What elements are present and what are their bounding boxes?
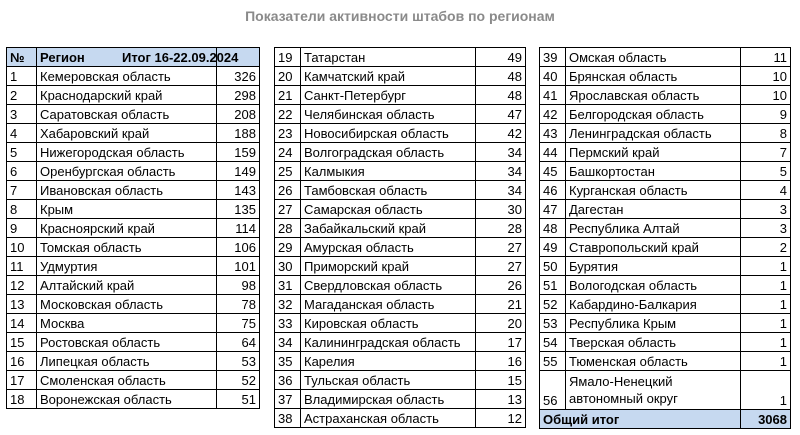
row-value: 1 [741, 314, 791, 333]
row-value: 1 [741, 276, 791, 295]
table-row [275, 352, 526, 371]
table-row [7, 162, 260, 181]
row-region: Калмыкия [301, 162, 476, 181]
row-region: Вологодская область [566, 276, 741, 295]
row-value: 64 [217, 333, 260, 352]
row-value: 1 [741, 371, 791, 410]
row-region: Тверская область [566, 333, 741, 352]
table-row [275, 86, 526, 105]
table-row [540, 257, 791, 276]
row-region: Свердловская область [301, 276, 476, 295]
row-value: 49 [476, 48, 526, 67]
row-region: Челябинская область [301, 105, 476, 124]
table-row [7, 333, 260, 352]
row-number: 38 [275, 409, 301, 428]
row-value: 53 [217, 352, 260, 371]
header-region-label: Регион [40, 49, 85, 65]
row-value: 159 [217, 143, 260, 162]
row-region: Бурятия [566, 257, 741, 276]
row-value: 1 [741, 295, 791, 314]
row-value: 16 [476, 352, 526, 371]
row-number: 21 [275, 86, 301, 105]
total-row [540, 410, 791, 429]
row-number: 26 [275, 181, 301, 200]
row-value: 1 [741, 333, 791, 352]
table-row [275, 67, 526, 86]
table-row [275, 238, 526, 257]
row-value: 42 [476, 124, 526, 143]
row-value: 13 [476, 390, 526, 409]
row-number: 9 [7, 219, 37, 238]
row-number: 6 [7, 162, 37, 181]
row-value: 27 [476, 238, 526, 257]
row-number: 11 [7, 257, 37, 276]
row-region: Приморский край [301, 257, 476, 276]
table-row [540, 276, 791, 295]
row-number: 20 [275, 67, 301, 86]
row-region: Дагестан [566, 200, 741, 219]
row-region: Самарская область [301, 200, 476, 219]
row-number: 36 [275, 371, 301, 390]
row-value: 75 [217, 314, 260, 333]
row-number: 43 [540, 124, 566, 143]
row-region: Амурская область [301, 238, 476, 257]
table-row [540, 143, 791, 162]
table-row [540, 352, 791, 371]
row-number: 40 [540, 67, 566, 86]
row-region: Московская область [37, 295, 217, 314]
table-row [7, 181, 260, 200]
table-row [7, 371, 260, 390]
table-row [540, 200, 791, 219]
row-value: 5 [741, 162, 791, 181]
row-value: 78 [217, 295, 260, 314]
table-row [540, 333, 791, 352]
row-value: 188 [217, 124, 260, 143]
row-number: 47 [540, 200, 566, 219]
row-number: 4 [7, 124, 37, 143]
table-row [540, 86, 791, 105]
table-row [275, 181, 526, 200]
table-row [275, 409, 526, 428]
row-number: 29 [275, 238, 301, 257]
row-number: 55 [540, 352, 566, 371]
row-number: 22 [275, 105, 301, 124]
row-number: 24 [275, 143, 301, 162]
row-number: 42 [540, 105, 566, 124]
row-value: 48 [476, 86, 526, 105]
row-number: 1 [7, 67, 37, 86]
row-number: 53 [540, 314, 566, 333]
row-number: 3 [7, 105, 37, 124]
row-region: Пермский край [566, 143, 741, 162]
row-value: 10 [741, 86, 791, 105]
row-region: Удмуртия [37, 257, 217, 276]
table-row [275, 295, 526, 314]
row-number: 12 [7, 276, 37, 295]
table-row [275, 162, 526, 181]
table-row [7, 257, 260, 276]
row-region: Ивановская область [37, 181, 217, 200]
row-region: Кемеровская область [37, 67, 217, 86]
table-row [7, 105, 260, 124]
row-region: Тульская область [301, 371, 476, 390]
row-region: Алтайский край [37, 276, 217, 295]
row-value: 298 [217, 86, 260, 105]
row-region: Томская область [37, 238, 217, 257]
table-row [540, 238, 791, 257]
row-region: Смоленская область [37, 371, 217, 390]
row-region: Астраханская область [301, 409, 476, 428]
row-number: 49 [540, 238, 566, 257]
table-row [7, 200, 260, 219]
row-value: 2 [741, 238, 791, 257]
row-value: 135 [217, 200, 260, 219]
row-region: Крым [37, 200, 217, 219]
row-region: Тюменская область [566, 352, 741, 371]
row-number: 54 [540, 333, 566, 352]
row-number: 56 [540, 371, 566, 410]
table-row [7, 143, 260, 162]
row-number: 14 [7, 314, 37, 333]
row-number: 48 [540, 219, 566, 238]
row-number: 10 [7, 238, 37, 257]
row-number: 8 [7, 200, 37, 219]
row-number: 50 [540, 257, 566, 276]
table-row [275, 143, 526, 162]
row-value: 106 [217, 238, 260, 257]
row-region: Республика Алтай [566, 219, 741, 238]
table-row [7, 276, 260, 295]
table-row [540, 314, 791, 333]
row-value: 34 [476, 162, 526, 181]
row-value: 208 [217, 105, 260, 124]
row-region: Красноярский край [37, 219, 217, 238]
table-row [275, 390, 526, 409]
table-row [275, 371, 526, 390]
table-ranks-19-38 [274, 47, 526, 428]
row-value: 48 [476, 67, 526, 86]
row-region: Воронежская область [37, 390, 217, 409]
row-number: 37 [275, 390, 301, 409]
row-region: Брянская область [566, 67, 741, 86]
row-number: 51 [540, 276, 566, 295]
row-value: 34 [476, 143, 526, 162]
row-value: 8 [741, 124, 791, 143]
row-value: 4 [741, 181, 791, 200]
row-value: 52 [217, 371, 260, 390]
row-value: 9 [741, 105, 791, 124]
table-row [540, 124, 791, 143]
table-row [7, 390, 260, 409]
row-number: 5 [7, 143, 37, 162]
row-value: 3 [741, 200, 791, 219]
table-row [540, 371, 791, 410]
table-row [7, 124, 260, 143]
table-row [540, 219, 791, 238]
row-value: 21 [476, 295, 526, 314]
row-number: 44 [540, 143, 566, 162]
table-row [275, 257, 526, 276]
row-region: Ленинградская область [566, 124, 741, 143]
table-row [540, 48, 791, 67]
row-number: 16 [7, 352, 37, 371]
row-region: Кировская область [301, 314, 476, 333]
table-row [540, 295, 791, 314]
row-value: 149 [217, 162, 260, 181]
table-row [275, 314, 526, 333]
table-header [7, 48, 260, 67]
row-region: Омская область [566, 48, 741, 67]
row-number: 46 [540, 181, 566, 200]
table-row [275, 200, 526, 219]
row-region: Ростовская область [37, 333, 217, 352]
row-number: 41 [540, 86, 566, 105]
row-value: 51 [217, 390, 260, 409]
header-region [37, 48, 239, 67]
row-value: 26 [476, 276, 526, 295]
table-row [7, 67, 260, 86]
row-number: 33 [275, 314, 301, 333]
table-row [7, 295, 260, 314]
table-row [275, 105, 526, 124]
header-num: № [7, 48, 37, 67]
row-value: 27 [476, 257, 526, 276]
row-region: Белгородская область [566, 105, 741, 124]
table-row [540, 162, 791, 181]
row-number: 7 [7, 181, 37, 200]
row-value: 1 [741, 257, 791, 276]
row-value: 15 [476, 371, 526, 390]
row-number: 15 [7, 333, 37, 352]
row-value: 11 [741, 48, 791, 67]
row-value: 30 [476, 200, 526, 219]
row-value: 98 [217, 276, 260, 295]
row-value: 34 [476, 181, 526, 200]
row-region: Москва [37, 314, 217, 333]
row-value: 17 [476, 333, 526, 352]
row-region: Забайкальский край [301, 219, 476, 238]
row-region: Липецкая область [37, 352, 217, 371]
row-number: 28 [275, 219, 301, 238]
row-number: 18 [7, 390, 37, 409]
page-title: Показатели активности штабов по регионам [245, 8, 555, 24]
row-number: 27 [275, 200, 301, 219]
row-region: Республика Крым [566, 314, 741, 333]
row-value: 143 [217, 181, 260, 200]
row-value: 1 [741, 352, 791, 371]
table-row [275, 48, 526, 67]
row-region: Нижегородская область [37, 143, 217, 162]
table-ranks-1-18 [6, 47, 260, 409]
row-number: 30 [275, 257, 301, 276]
row-number: 19 [275, 48, 301, 67]
row-region: Карелия [301, 352, 476, 371]
table-row [275, 219, 526, 238]
row-number: 52 [540, 295, 566, 314]
row-value: 12 [476, 409, 526, 428]
table-row [7, 86, 260, 105]
row-number: 17 [7, 371, 37, 390]
table-row [7, 314, 260, 333]
row-number: 13 [7, 295, 37, 314]
row-region: Кабардино-Балкария [566, 295, 741, 314]
row-region: Волгоградская область [301, 143, 476, 162]
row-region: Камчатский край [301, 67, 476, 86]
row-region: Башкортостан [566, 162, 741, 181]
table-row [275, 333, 526, 352]
row-value: 10 [741, 67, 791, 86]
table-ranks-39-56 [539, 47, 791, 429]
row-value: 101 [217, 257, 260, 276]
row-value: 20 [476, 314, 526, 333]
table-row [540, 181, 791, 200]
row-region: Краснодарский край [37, 86, 217, 105]
table-row [7, 219, 260, 238]
row-region: Санкт-Петербург [301, 86, 476, 105]
row-value: 7 [741, 143, 791, 162]
row-number: 25 [275, 162, 301, 181]
row-value: 28 [476, 219, 526, 238]
table-row [7, 238, 260, 257]
row-region: Калининградская область [301, 333, 476, 352]
row-number: 2 [7, 86, 37, 105]
row-region: Оренбургская область [37, 162, 217, 181]
total-value: 3068 [741, 410, 791, 429]
header-total-label: Итог 16-22.09.2024 [122, 49, 239, 65]
row-region: Ямало-Ненецкий автономный округ [566, 371, 741, 410]
table-row [275, 124, 526, 143]
row-region: Татарстан [301, 48, 476, 67]
table-row [7, 352, 260, 371]
row-number: 45 [540, 162, 566, 181]
row-value: 326 [217, 67, 260, 86]
row-number: 39 [540, 48, 566, 67]
row-region: Хабаровский край [37, 124, 217, 143]
row-number: 31 [275, 276, 301, 295]
row-region: Новосибирская область [301, 124, 476, 143]
row-region: Саратовская область [37, 105, 217, 124]
row-number: 32 [275, 295, 301, 314]
table-row [275, 276, 526, 295]
row-region: Магаданская область [301, 295, 476, 314]
total-label: Общий итог [540, 410, 741, 429]
row-number: 34 [275, 333, 301, 352]
row-region: Тамбовская область [301, 181, 476, 200]
row-value: 114 [217, 219, 260, 238]
row-region: Владимирская область [301, 390, 476, 409]
table-row [540, 67, 791, 86]
row-number: 23 [275, 124, 301, 143]
row-value: 3 [741, 219, 791, 238]
row-number: 35 [275, 352, 301, 371]
row-region: Курганская область [566, 181, 741, 200]
row-region: Ярославская область [566, 86, 741, 105]
row-region: Ставропольский край [566, 238, 741, 257]
row-value: 47 [476, 105, 526, 124]
table-row [540, 105, 791, 124]
